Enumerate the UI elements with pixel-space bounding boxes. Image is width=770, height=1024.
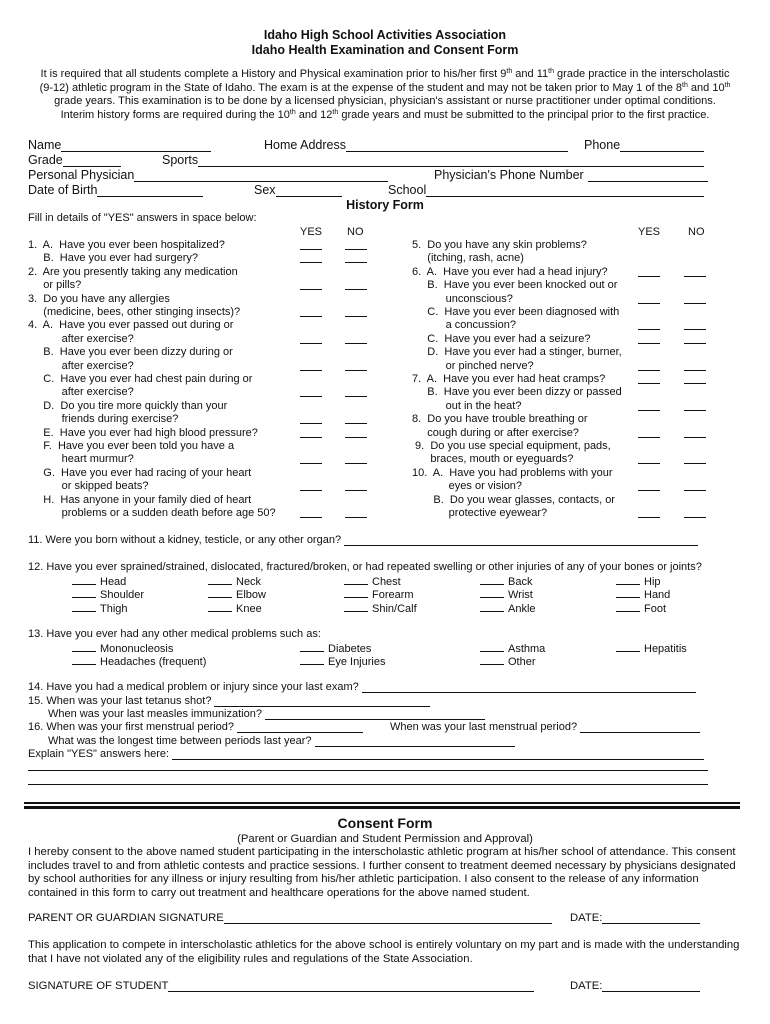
checkbox-blank[interactable] (72, 641, 96, 652)
condition-label: Mononucleosis (100, 643, 174, 655)
body-part-label: Wrist (508, 589, 533, 602)
left-yes-blank[interactable] (300, 239, 322, 250)
right-yes-blank[interactable] (638, 319, 660, 330)
question-line: 1. A. Have you ever been hospitalized? (28, 239, 225, 251)
left-no-blank[interactable] (345, 239, 367, 250)
question-line: H. Has anyone in your family died of heart (28, 493, 252, 506)
physicians-phone-field[interactable]: Physician's Phone Number (434, 168, 708, 182)
right-yes-blank[interactable] (638, 480, 660, 491)
question-line: or pills? (28, 279, 82, 292)
question-line: after exercise? (28, 332, 134, 345)
question-line: friends during exercise? (28, 413, 179, 426)
checkbox-blank[interactable] (480, 641, 504, 652)
right-no-blank[interactable] (684, 507, 706, 518)
q16c[interactable]: What was the longest time between periods last year? (48, 735, 515, 747)
left-yes-blank[interactable] (300, 333, 322, 344)
checkbox-blank[interactable] (300, 654, 324, 665)
question-line: 5. Do you have any skin problems? (412, 239, 587, 251)
dob-field[interactable]: Date of Birth (28, 183, 203, 197)
left-no-blank[interactable] (345, 386, 367, 397)
left-yes-blank[interactable] (300, 386, 322, 397)
question-line: C. Have you ever had chest pain during or (28, 373, 253, 385)
right-yes-blank[interactable] (638, 373, 660, 384)
condition-option[interactable] (300, 654, 385, 669)
right-no-blank[interactable] (684, 373, 706, 384)
question-line: E. Have you ever had high blood pressure? (28, 426, 258, 439)
q16[interactable]: 16. When was your first menstrual period? (28, 721, 363, 733)
left-no-blank[interactable] (345, 279, 367, 290)
question-line: 10. A. Have you had problems with your (412, 466, 613, 479)
q11[interactable]: 11. Were you born without a kidney, testicle, or any other organ? (28, 534, 698, 546)
question-line: 9. Do you use special equipment, pads, (412, 440, 611, 452)
consent-form-title: Consent Form (337, 815, 433, 831)
left-no-blank[interactable] (345, 333, 367, 344)
q15[interactable]: 15. When was your last tetanus shot? (28, 695, 430, 707)
checkbox-blank[interactable] (72, 587, 96, 598)
consent-subtitle: (Parent or Guardian and Student Permission and Approval) (237, 833, 533, 845)
question-line: 7. A. Have you ever had heat cramps? (412, 373, 606, 385)
right-no-blank[interactable] (684, 266, 706, 277)
right-no-blank[interactable] (684, 333, 706, 344)
body-part-label: Back (508, 576, 533, 588)
condition-label: Diabetes (328, 643, 372, 655)
checkbox-blank[interactable] (616, 601, 640, 612)
question-line: heart murmur? (28, 453, 134, 466)
left-yes-blank[interactable] (300, 252, 322, 263)
grade-field[interactable]: Grade (28, 153, 121, 167)
form-title: Idaho Health Examination and Consent Form (251, 43, 519, 57)
checkbox-blank[interactable] (72, 654, 96, 665)
condition-label: Hepatitis (644, 643, 687, 655)
condition-label: Asthma (508, 643, 546, 655)
parent-date-field[interactable]: DATE: (570, 912, 700, 924)
question-line: C. Have you ever been diagnosed with (412, 306, 620, 318)
right-yes-blank[interactable] (638, 293, 660, 304)
left-yes-blank[interactable] (300, 279, 322, 290)
left-no-blank[interactable] (345, 413, 367, 424)
body-part-label: Elbow (236, 589, 266, 602)
student-signature-field[interactable]: SIGNATURE OF STUDENT (28, 980, 534, 992)
school-field[interactable]: School (388, 183, 704, 197)
question-line: F. Have you ever been told you have a (28, 440, 235, 452)
left-yes-header: YES (300, 226, 323, 238)
right-yes-blank[interactable] (638, 266, 660, 277)
checkbox-blank[interactable] (344, 587, 368, 598)
right-yes-blank[interactable] (638, 333, 660, 344)
left-yes-blank[interactable] (300, 507, 322, 518)
checkbox-blank[interactable] (72, 574, 96, 585)
section-divider-bottom (24, 806, 740, 809)
left-no-blank[interactable] (345, 427, 367, 438)
left-no-blank[interactable] (345, 360, 367, 371)
question-line: cough during or after exercise? (412, 426, 579, 439)
sports-field[interactable]: Sports (162, 153, 704, 167)
checkbox-blank[interactable] (72, 601, 96, 612)
question-line: after exercise? (28, 386, 134, 399)
left-no-blank[interactable] (345, 306, 367, 317)
right-no-blank[interactable] (684, 453, 706, 464)
body-part-label: Thigh (100, 602, 128, 615)
left-yes-blank[interactable] (300, 413, 322, 424)
checkbox-blank[interactable] (616, 574, 640, 585)
student-date-field[interactable]: DATE: (570, 980, 700, 992)
org-title: Idaho High School Activities Association (263, 28, 507, 42)
question-line: B. Have you ever been knocked out or (412, 279, 618, 292)
right-yes-blank[interactable] (638, 507, 660, 518)
question-line: 4. A. Have you ever passed out during or (28, 319, 234, 332)
condition-option[interactable] (480, 654, 536, 669)
checkbox-blank[interactable] (344, 574, 368, 585)
intro-paragraph: It is required that all students complete a History and Physical examination prior to his/her first 9th and 11th grade practice in the interscholastic (9-12) athletic program in the State of Idaho. The exam is at the expense of the student and may not be taken prior to May 1 of the 8th and 10th grade years. This examination is to be done by a licensed physician, physician's assistant or nurse practitioner under optimal conditions. Interim history forms are required during the 10th and 12th grade years and must be submitted to the principal prior to the first practice. (39, 68, 731, 121)
q14[interactable]: 14. Have you had a medical problem or injury since your last exam? (28, 681, 696, 693)
condition-option[interactable] (72, 654, 206, 669)
question-line: unconscious? (412, 292, 513, 305)
body-part-label: Ankle (508, 602, 536, 615)
question-line: problems or a sudden death before age 50? (28, 507, 276, 519)
checkbox-blank[interactable] (480, 574, 504, 585)
explain-line-2[interactable] (28, 784, 708, 785)
parent-signature-field[interactable]: PARENT OR GUARDIAN SIGNATURE (28, 912, 552, 924)
left-yes-blank[interactable] (300, 480, 322, 491)
question-line: after exercise? (28, 359, 134, 372)
body-part-label: Knee (236, 602, 262, 615)
question-line: braces, mouth or eyeguards? (412, 453, 574, 466)
body-part-label: Hip (644, 576, 661, 588)
question-line: D. Do you tire more quickly than your (28, 399, 228, 412)
question-line: B. Have you ever had surgery? (28, 252, 198, 265)
history-instructions: Fill in details of "YES" answers in space below: (28, 212, 257, 224)
right-yes-header: YES (638, 226, 661, 238)
question-line: 3. Do you have any allergies (28, 292, 170, 305)
question-line: 6. A. Have you ever had a head injury? (412, 265, 608, 278)
left-yes-blank[interactable] (300, 306, 322, 317)
right-no-header: NO (688, 226, 705, 238)
question-line: a concussion? (412, 319, 516, 332)
checkbox-blank[interactable] (616, 641, 640, 652)
condition-label: Other (508, 656, 536, 669)
checkbox-blank[interactable] (616, 587, 640, 598)
condition-label: Headaches (frequent) (100, 656, 207, 669)
left-yes-blank[interactable] (300, 453, 322, 464)
explain-yes[interactable]: Explain "YES" answers here: (28, 748, 704, 760)
body-part-label: Foot (644, 602, 667, 615)
home-address-field[interactable]: Home Address (264, 138, 568, 152)
name-field[interactable]: Name (28, 138, 211, 152)
right-yes-blank[interactable] (638, 427, 660, 438)
history-form-title: History Form (346, 198, 424, 212)
eligibility-paragraph: This application to compete in interscholastic athletics for the above school is entirely voluntary on my part and is made with the understanding that I have not violated any of the eligibility rules and regulations of the State Association. (28, 939, 740, 965)
body-part-label: Neck (236, 576, 262, 588)
question-line: B. Do you wear glasses, contacts, or (412, 493, 615, 506)
body-part-label: Hand (644, 589, 671, 602)
right-no-blank[interactable] (684, 319, 706, 330)
left-no-blank[interactable] (345, 252, 367, 263)
consent-paragraph: I hereby consent to the above named student participating in the interscholastic athletic program at his/her school of attendance. This consent includes travel to and from athletic contests and practice sessions. I further consent to treatment deemed necessary by physicians designated by school authorities for any illness or injury resulting from his/her athletic participation. I also consent to the release of any information contained in this form to carry out treatment and healthcare operations for the above named student. (28, 846, 736, 899)
body-part-label: Shoulder (100, 589, 145, 602)
right-no-blank[interactable] (684, 293, 706, 304)
right-yes-blank[interactable] (638, 400, 660, 411)
body-part-option[interactable] (208, 601, 262, 616)
question-line: or skipped beats? (28, 480, 149, 493)
question-line: B. Have you ever been dizzy or passed (412, 386, 622, 399)
body-part-label: Chest (372, 576, 401, 588)
checkbox-blank[interactable] (208, 574, 232, 585)
condition-label: Eye Injuries (328, 656, 386, 669)
explain-line-1[interactable] (28, 770, 708, 771)
section-divider-top (24, 802, 740, 804)
question-line: (itching, rash, acne) (412, 252, 524, 265)
checkbox-blank[interactable] (208, 601, 232, 612)
condition-option[interactable] (616, 641, 687, 656)
right-no-blank[interactable] (684, 400, 706, 411)
personal-physician-field[interactable]: Personal Physician (28, 168, 388, 182)
question-line: protective eyewear? (412, 507, 548, 519)
left-no-blank[interactable] (345, 480, 367, 491)
question-line: D. Have you ever had a stinger, burner, (412, 346, 622, 359)
left-yes-blank[interactable] (300, 427, 322, 438)
question-line: out in the heat? (412, 399, 522, 412)
left-no-blank[interactable] (345, 453, 367, 464)
checkbox-blank[interactable] (480, 654, 504, 665)
left-no-blank[interactable] (345, 507, 367, 518)
body-part-option[interactable] (344, 601, 417, 616)
question-line: C. Have you ever had a seizure? (412, 332, 591, 345)
q15b[interactable]: When was your last measles immunization? (48, 708, 485, 720)
checkbox-blank[interactable] (480, 587, 504, 598)
right-yes-blank[interactable] (638, 360, 660, 371)
q13: 13. Have you ever had any other medical problems such as: (28, 628, 321, 640)
right-yes-blank[interactable] (638, 453, 660, 464)
body-part-option[interactable] (72, 601, 128, 616)
q16b[interactable]: When was your last menstrual period? (390, 721, 700, 733)
checkbox-blank[interactable] (480, 601, 504, 612)
right-no-blank[interactable] (684, 427, 706, 438)
body-part-label: Forearm (372, 589, 414, 602)
question-line: G. Have you ever had racing of your heart (28, 466, 252, 479)
right-no-blank[interactable] (684, 360, 706, 371)
checkbox-blank[interactable] (300, 641, 324, 652)
checkbox-blank[interactable] (344, 601, 368, 612)
left-no-header: NO (347, 226, 364, 238)
body-part-option[interactable] (480, 601, 536, 616)
question-line: 8. Do you have trouble breathing or (412, 413, 588, 426)
right-no-blank[interactable] (684, 480, 706, 491)
q12: 12. Have you ever sprained/strained, dislocated, fractured/broken, or had repeated swelling or other injuries of any of your bones or joints? (28, 561, 702, 573)
phone-field[interactable]: Phone (584, 138, 704, 152)
sex-field[interactable]: Sex (254, 183, 342, 197)
body-part-label: Head (100, 576, 127, 588)
question-line: eyes or vision? (412, 480, 523, 493)
body-part-label: Shin/Calf (372, 602, 417, 615)
body-part-option[interactable] (616, 601, 666, 616)
question-line: or pinched nerve? (412, 359, 534, 372)
question-line: 2. Are you presently taking any medication (28, 265, 238, 278)
checkbox-blank[interactable] (208, 587, 232, 598)
question-line: B. Have you ever been dizzy during or (28, 346, 233, 359)
left-yes-blank[interactable] (300, 360, 322, 371)
question-line: (medicine, bees, other stinging insects)? (28, 306, 241, 318)
